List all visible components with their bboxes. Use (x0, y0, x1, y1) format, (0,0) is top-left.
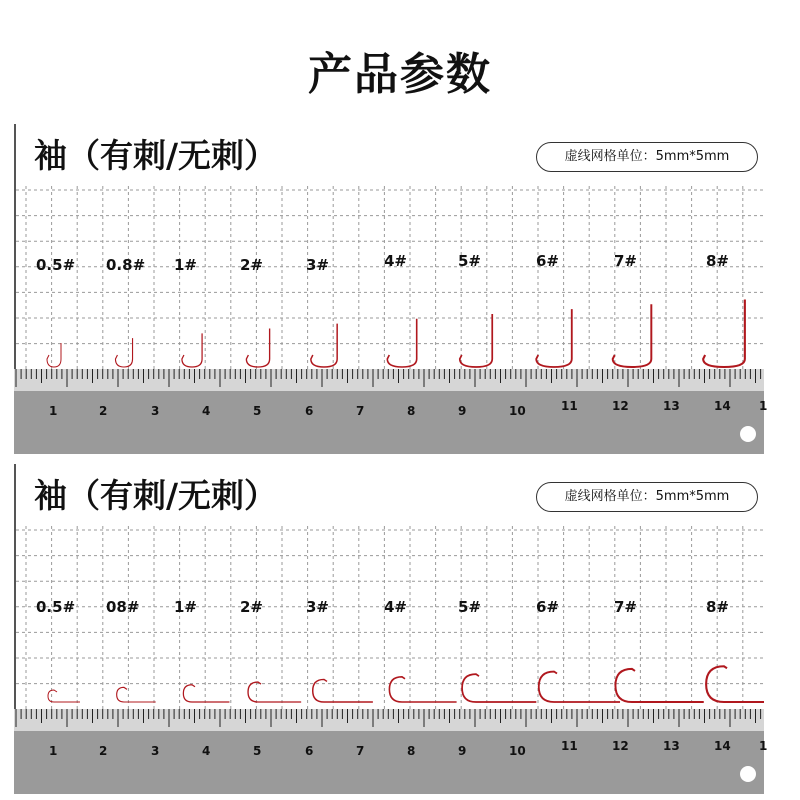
grid-unit-note: 虚线网格单位：5mm*5mm (536, 482, 758, 512)
ruler-ticks (14, 369, 764, 391)
ruler-number: 4 (202, 744, 211, 758)
size-label: 5# (458, 598, 482, 616)
ruler-number: 2 (99, 404, 108, 418)
hook-mark (47, 343, 61, 367)
size-label: 2# (240, 598, 264, 616)
hook-mark (389, 677, 456, 702)
hook-mark (613, 304, 652, 367)
ruler-number: 12 (612, 739, 629, 753)
size-label: 4# (384, 252, 408, 270)
ruler-number: 14 (714, 399, 731, 413)
ruler-number: 10 (509, 744, 526, 758)
ruler-number: 3 (151, 744, 160, 758)
hook-mark (460, 314, 492, 367)
hook-mark (462, 674, 536, 702)
hook-mark (182, 333, 202, 367)
ruler (14, 369, 768, 454)
ruler-number: 11 (561, 399, 578, 413)
size-label: 3# (306, 256, 330, 274)
size-label: 1# (174, 256, 198, 274)
ruler-number: 14 (714, 739, 731, 753)
hook-mark (706, 666, 764, 702)
ruler-number: 1 (759, 399, 768, 413)
ruler-number: 1 (49, 744, 58, 758)
ruler-number: 10 (509, 404, 526, 418)
size-label: 8# (706, 598, 730, 616)
hook-mark (48, 690, 80, 702)
ruler-number: 1 (49, 404, 58, 418)
panel-heading: 袖（有刺/无刺） (34, 136, 278, 175)
hook-mark (703, 299, 745, 367)
ruler-number: 9 (458, 744, 467, 758)
hook-size-panel-horizontal (14, 464, 768, 794)
hook-mark (313, 679, 373, 702)
ruler-number: 3 (151, 404, 160, 418)
ruler-number: 12 (612, 399, 629, 413)
size-label: 6# (536, 598, 560, 616)
ruler-number: 7 (356, 404, 365, 418)
size-label: 5# (458, 252, 482, 270)
size-label: 7# (614, 598, 638, 616)
hook-illustrations (14, 464, 764, 709)
size-label: 08# (106, 598, 140, 616)
ruler-number: 6 (305, 404, 314, 418)
hook-illustrations (14, 124, 764, 369)
hook-mark (539, 672, 620, 702)
ruler-number: 5 (253, 404, 262, 418)
size-label: 3# (306, 598, 330, 616)
size-label: 8# (706, 252, 730, 270)
ruler-hole (740, 766, 756, 782)
hook-mark (615, 669, 703, 702)
grid-unit-note: 虚线网格单位：5mm*5mm (536, 142, 758, 172)
ruler-number: 4 (202, 404, 211, 418)
ruler-number: 5 (253, 744, 262, 758)
ruler-number: 7 (356, 744, 365, 758)
hook-size-panel-vertical (14, 124, 768, 454)
ruler-number: 13 (663, 739, 680, 753)
hook-mark (246, 328, 269, 367)
size-label: 0.8# (106, 256, 146, 274)
hook-mark (387, 319, 416, 367)
size-label: 0.5# (36, 598, 76, 616)
size-label: 1# (174, 598, 198, 616)
panel-heading: 袖（有刺/无刺） (34, 476, 278, 515)
size-label: 6# (536, 252, 560, 270)
ruler-number: 1 (759, 739, 768, 753)
ruler (14, 709, 768, 794)
ruler-ticks (14, 709, 764, 731)
ruler-hole (740, 426, 756, 442)
size-label: 0.5# (36, 256, 76, 274)
ruler-number: 2 (99, 744, 108, 758)
hook-mark (536, 309, 572, 367)
hook-mark (183, 685, 229, 702)
ruler-number: 6 (305, 744, 314, 758)
size-label: 7# (614, 252, 638, 270)
page-title: 产品参数 (308, 49, 492, 100)
ruler-number: 13 (663, 399, 680, 413)
size-label: 4# (384, 598, 408, 616)
size-label: 2# (240, 256, 264, 274)
hook-mark (115, 338, 132, 367)
hook-mark (311, 324, 337, 367)
ruler-number: 9 (458, 404, 467, 418)
ruler-number: 11 (561, 739, 578, 753)
ruler-number: 8 (407, 404, 416, 418)
hook-mark (248, 682, 301, 702)
ruler-number: 8 (407, 744, 416, 758)
hook-mark (117, 687, 156, 702)
